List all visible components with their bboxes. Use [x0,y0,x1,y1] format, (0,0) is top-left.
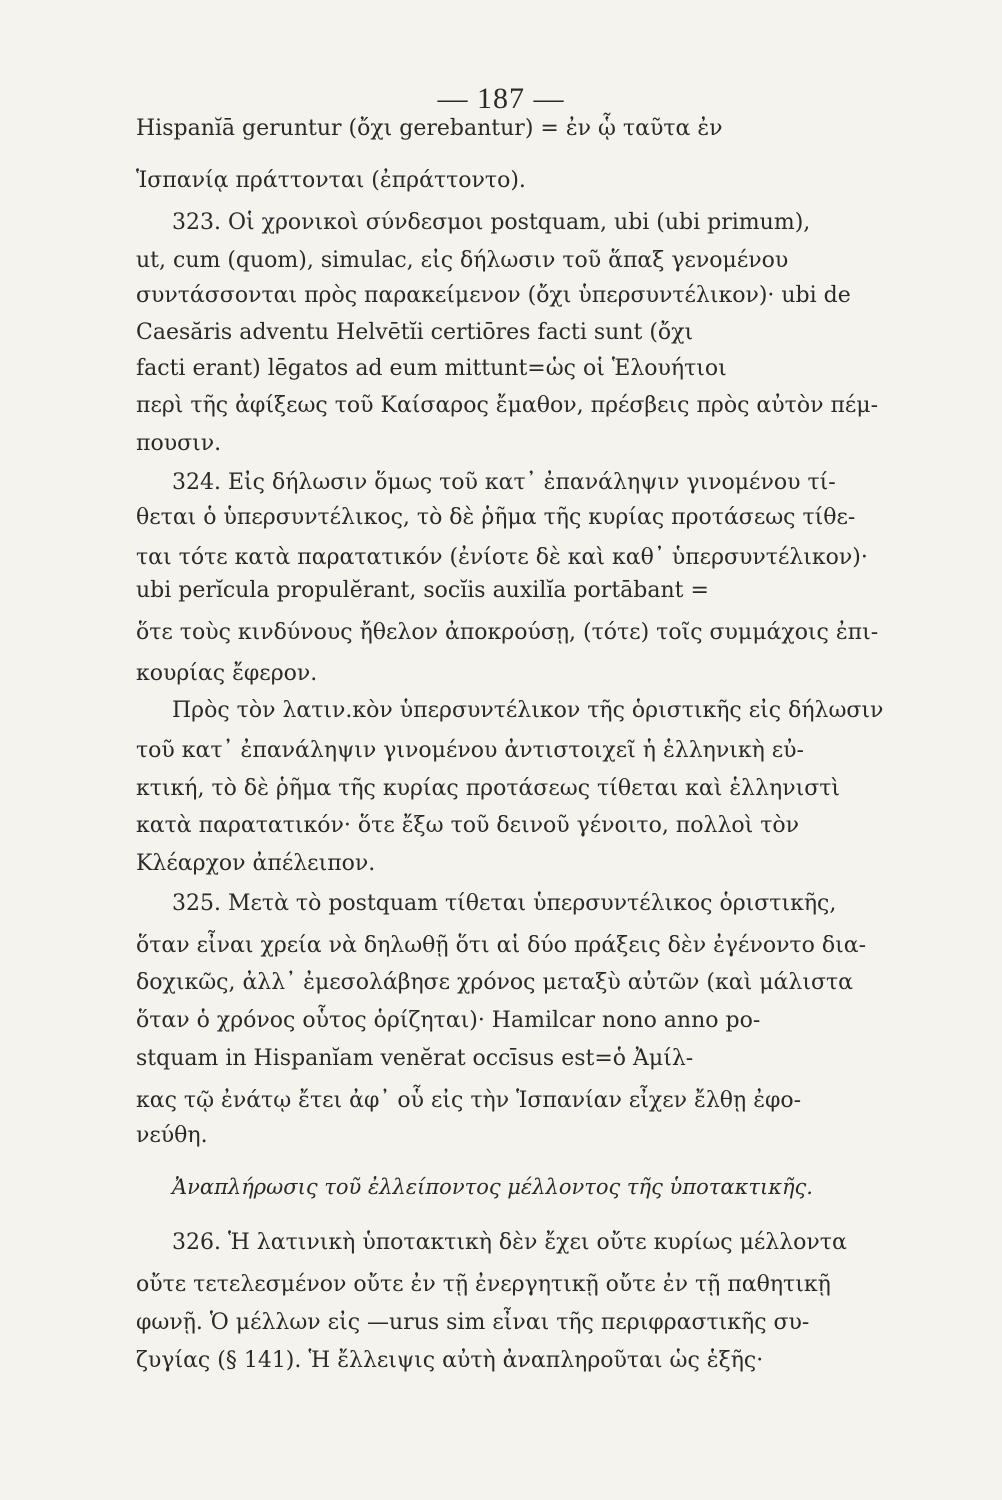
text-line: κας τῷ ἐνάτῳ ἔτει ἀφ᾽ οὗ εἰς τὴν Ἱσπανίαν εἶχεν ἔλθῃ ἐφο- [136,1088,802,1113]
text-line: ται τότε κατὰ παρατατικόν (ἐνίοτε δὲ καὶ καθ᾽ ὑπερσυντέλικον)· [136,545,868,570]
text-line: δοχικῶς, ἀλλ᾽ ἐμεσολάβησε χρόνος μεταξὺ αὐτῶν (καὶ μάλιστα [136,970,853,995]
text-line: 325. Μετὰ τὸ postquam τίθεται ὑπερσυντέλικος ὁριστικῆς, [172,891,837,916]
text-line: κτική, τὸ δὲ ῥῆμα τῆς κυρίας προτάσεως τίθεται καὶ ἑλληνιστὶ [136,776,841,801]
text-line: οὔτε τετελεσμένον οὔτε ἐν τῇ ἐνεργητικῇ οὔτε ἐν τῇ παθητικῇ [136,1272,831,1297]
text-line: συντάσσονται πρὸς παρακείμενον (ὄχι ὑπερσυντέλικον)· ubi de [136,283,851,308]
text-line: Πρὸς τὸν λατιν.κὸν ὑπερσυντέλικον τῆς ὁριστικῆς εἰς δήλωσιν [172,698,884,723]
text-line: θεται ὁ ὑπερσυντέλικος, τὸ δὲ ῥῆμα τῆς κυρίας προτάσεως τίθε- [136,505,856,530]
text-line: Ἱσπανίᾳ πράττονται (ἐπράττοντο). [136,168,526,193]
text-line: ὅταν εἶναι χρεία νὰ δηλωθῇ ὅτι αἱ δύο πράξεις δὲν ἐγένοντο δια- [136,933,867,958]
text-line: ὅταν ὁ χρόνος οὗτος ὁρίζηται)· Hamilcar nono anno po- [136,1008,761,1033]
text-line: ζυγίας (§ 141). Ἡ ἔλλειψις αὐτὴ ἀναπληροῦται ὡς ἑξῆς· [136,1348,764,1373]
text-line: ὅτε τοὺς κινδύνους ἤθελον ἀποκρούσῃ, (τότε) τοῖς συμμάχοις ἐπι- [136,620,879,645]
text-line: stquam in Hispanĭam venĕrat occīsus est=ὁ Ἀμίλ- [136,1046,694,1071]
text-line: ut, cum (quom), simulac, εἰς δήλωσιν τοῦ ἅπαξ γενομένου [136,248,789,273]
section-subheading: Ἀναπλήρωσις τοῦ ἐλλείποντος μέλλοντος τῆς ὑποτακτικῆς. [172,1175,813,1199]
text-line: facti erant) lēgatos ad eum mittunt=ὡς οἱ Ἑλουήτιοι [136,356,727,381]
text-line: τοῦ κατ᾽ ἐπανάληψιν γινομένου ἀντιστοιχεῖ ἡ ἑλληνικὴ εὐ- [136,738,804,763]
text-line: 323. Οἱ χρονικοὶ σύνδεσμοι postquam, ubi (ubi primum), [172,210,811,235]
text-line: κουρίας ἔφερον. [136,661,318,686]
text-line: Caesăris adventu Helvētĭi certiōres facti sunt (ὄχι [136,320,694,345]
text-line: κατὰ παρατατικόν· ὅτε ἔξω τοῦ δεινοῦ γένοιτο, πολλοὶ τὸν [136,813,800,838]
text-line: 326. Ἡ λατινικὴ ὑποτακτικὴ δὲν ἔχει οὔτε κυρίως μέλλοντα [172,1230,847,1255]
text-line: πουσιν. [136,431,222,456]
text-line: Hispanĭā geruntur (ὄχι gerebantur) = ἐν ᾧ ταῦτα ἐν [136,116,723,141]
text-line: Κλέαρχον ἀπέλειπον. [136,851,376,876]
text-line: περὶ τῆς ἀφίξεως τοῦ Καίσαρος ἔμαθον, πρέσβεις πρὸς αὐτὸν πέμ- [136,393,879,418]
text-line: ubi perĭcula propulĕrant, socĭis auxilĭa portābant = [136,578,709,603]
text-line: φωνῇ. Ὁ μέλλων εἰς —urus sim εἶναι τῆς περιφραστικῆς συ- [136,1310,810,1335]
text-line: 324. Εἰς δήλωσιν ὅμως τοῦ κατ᾽ ἐπανάληψιν γινομένου τί- [172,470,836,495]
text-line: νεύθη. [136,1123,208,1148]
page-number: — 187 — [437,82,565,115]
